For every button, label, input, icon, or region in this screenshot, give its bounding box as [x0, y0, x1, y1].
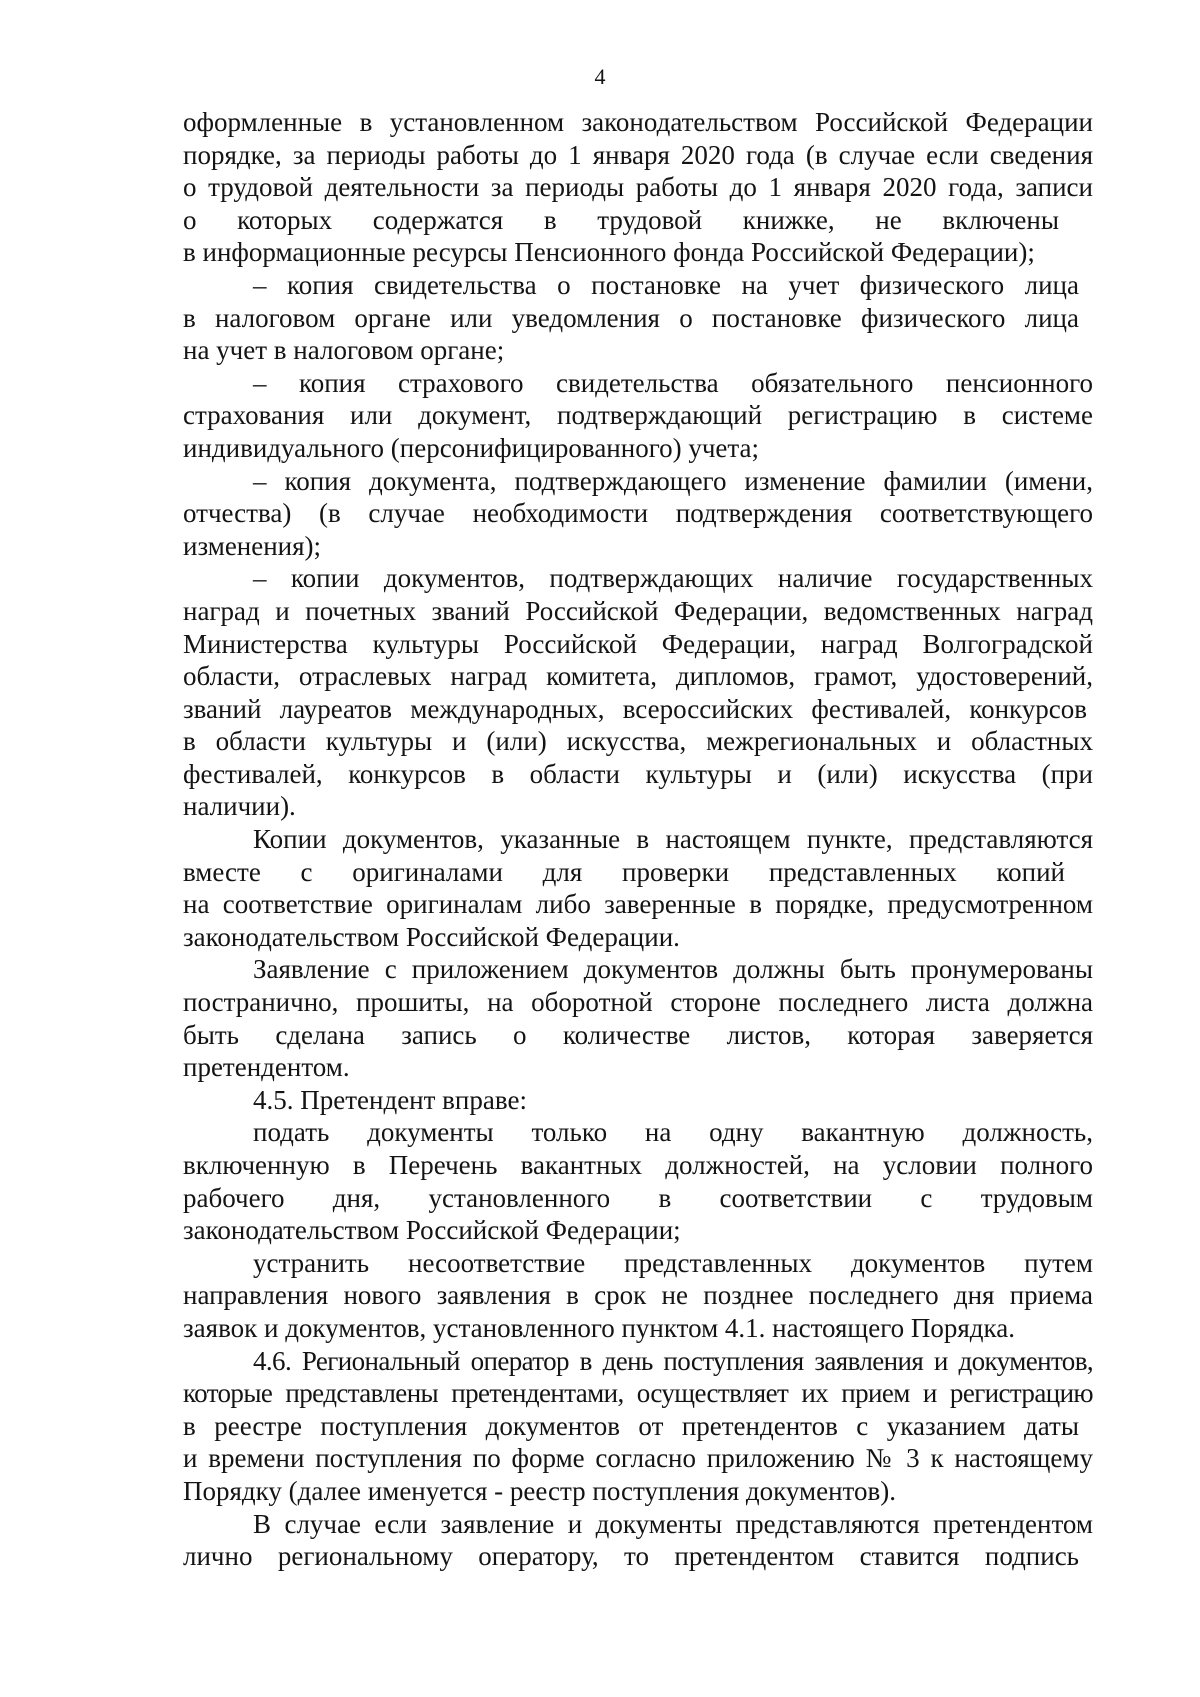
text-line: – копия свидетельства о постановке на учет физического лица: [253, 269, 1079, 300]
text-line: в налоговом органе или уведомления о постановке физического лица: [183, 302, 1079, 333]
text-line: Министерства культуры Российской Федерации, наград Волгоградской: [183, 628, 1093, 659]
text-line: лично региональному оператору, то претендентом ставится подпись: [183, 1541, 1079, 1572]
text-line: заявок и документов, установленного пунктом 4.1. настоящего Порядка.: [183, 1312, 1015, 1343]
text-line: Копии документов, указанные в настоящем пункте, представляются: [253, 824, 1093, 855]
text-line: законодательством Российской Федерации;: [183, 1215, 681, 1246]
text-line: 4.5. Претендент вправе:: [253, 1084, 527, 1115]
text-line: направления нового заявления в срок не позднее последнего дня приема: [183, 1280, 1093, 1311]
text-line: 4.6. Региональный оператор в день поступления заявления и документов,: [253, 1345, 1093, 1376]
text-line: званий лауреатов международных, всероссийских фестивалей, конкурсов: [183, 693, 1087, 724]
text-line: подать документы только на одну вакантную должность,: [253, 1117, 1093, 1148]
text-line: оформленные в установленном законодательством Российской Федерации: [183, 107, 1093, 137]
text-line: рабочего дня, установленного в соответствии с трудовым: [183, 1182, 1093, 1213]
text-line: отчества) (в случае необходимости подтверждения соответствующего: [183, 498, 1093, 529]
text-line: наград и почетных званий Российской Федерации, ведомственных наград: [183, 595, 1093, 626]
text-line: вместе с оригиналами для проверки представленных копий: [183, 856, 1065, 887]
text-line: устранить несоответствие представленных документов путем: [253, 1247, 1093, 1278]
text-line: и времени поступления по форме согласно приложению № 3 к настоящему: [183, 1443, 1093, 1474]
text-line: претендентом.: [183, 1052, 350, 1083]
text-line: – копия документа, подтверждающего изменение фамилии (имени,: [253, 465, 1093, 496]
text-line: на учет в налоговом органе;: [183, 335, 505, 366]
text-line: на соответствие оригиналам либо заверенные в порядке, предусмотренном: [183, 889, 1093, 920]
text-line: – копия страхового свидетельства обязательного пенсионного: [253, 367, 1093, 398]
text-line: – копии документов, подтверждающих наличие государственных: [253, 563, 1093, 594]
text-line: в области культуры и (или) искусства, межрегиональных и областных: [183, 726, 1093, 757]
text-line: индивидуального (персонифицированного) учета;: [183, 432, 760, 463]
text-line: включенную в Перечень вакантных должностей, на условии полного: [183, 1150, 1093, 1180]
text-line: законодательством Российской Федерации.: [183, 921, 680, 952]
text-line: в информационные ресурсы Пенсионного фонда Российской Федерации);: [183, 237, 1035, 268]
text-line: фестивалей, конкурсов в области культуры и (или) искусства (при: [183, 758, 1093, 789]
text-line: Заявление с приложением документов должны быть пронумерованы: [253, 954, 1093, 985]
text-line: порядке, за периоды работы до 1 января 2020 года (в случае если сведения: [183, 139, 1093, 170]
text-line: о которых содержатся в трудовой книжке, не включены: [183, 204, 1059, 235]
document-body: [183, 106, 1093, 1573]
text-line: изменения);: [183, 530, 322, 561]
text-line: Порядку (далее именуется - реестр поступления документов).: [183, 1475, 896, 1506]
text-line: области, отраслевых наград комитета, дипломов, грамот, удостоверений,: [183, 661, 1093, 692]
text-line: быть сделана запись о количестве листов, которая заверяется: [183, 1019, 1093, 1050]
text-line: наличии).: [183, 791, 296, 822]
text-line: в реестре поступления документов от претендентов с указанием даты: [183, 1410, 1079, 1441]
text-line: В случае если заявление и документы представляются претендентом: [253, 1508, 1093, 1539]
text-line: о трудовой деятельности за периоды работы до 1 января 2020 года, записи: [183, 172, 1093, 203]
page-number: 4: [594, 64, 606, 89]
text-line: страхования или документ, подтверждающий регистрацию в системе: [183, 400, 1093, 431]
text-line: постранично, прошиты, на оборотной стороне последнего листа должна: [183, 987, 1093, 1018]
text-line: которые представлены претендентами, осуществляет их прием и регистрацию: [183, 1378, 1093, 1409]
